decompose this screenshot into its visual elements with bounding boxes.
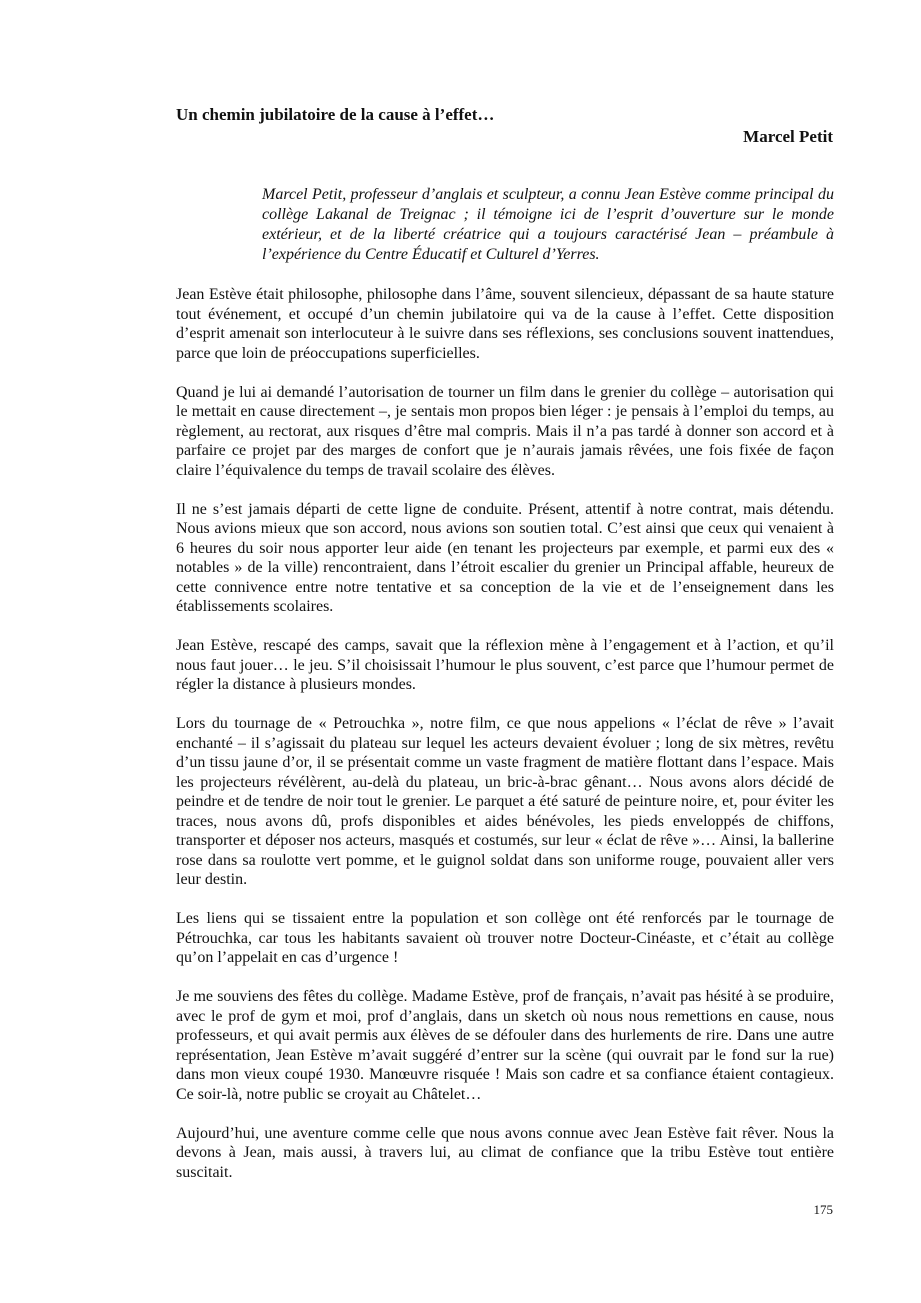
body-paragraph: Il ne s’est jamais départi de cette ligne de conduite. Présent, attentif à notre contrat, mais détendu. Nous avions mieux que son accord, nous avions son soutien total. C’est ainsi que ceux qui venaient à 6 heures du soir nous apporter leur aide (en tenant les projecteurs par exemple, et parmi eux des « notables » de la ville) rencontraient, dans l’étroit escalier du grenier un Principal affable, heureux de cette connivence entre notre tentative et sa conception de la vie et de l’enseignement dans les établissements scolaires. [176,500,834,615]
body-paragraph: Je me souviens des fêtes du collège. Madame Estève, prof de français, n’avait pas hésité à se produire, avec le prof de gym et moi, prof d’anglais, dans un sketch où nous nous remettions en cause, nous professeurs, et qui avait permis aux élèves de se défouler dans des hurlements de rire. Dans une autre représentation, Jean Estève m’avait suggéré d’entrer sur la scène (qui ouvrait par le fond sur la rue) dans mon vieux coupé 1930. Manœuvre risquée ! Mais son cadre et sa confiance étaient contagieux. Ce soir-là, notre public se croyait au Châtelet… [176,988,834,1103]
page-number: 175 [813,1202,833,1217]
article-title: Un chemin jubilatoire de la cause à l’effet… [176,105,495,124]
body-paragraph: Jean Estève était philosophe, philosophe dans l’âme, souvent silencieux, dépassant de sa haute stature tout événement, et occupé d’un chemin jubilatoire qui va de la cause à l’effet. Cette disposition d’esprit amenait son interlocuteur à le suivre dans ses réflexions, ses conclusions souvent inattendues, parce que loin de préoccupations superficielles. [176,286,834,362]
body-paragraph: Jean Estève, rescapé des camps, savait que la réflexion mène à l’engagement et à l’action, et qu’il nous faut jouer… le jeu. S’il choisissait l’humour le plus souvent, c’est parce que l’humour permet de régler la distance à plusieurs mondes. [176,637,834,693]
body-paragraph: Quand je lui ai demandé l’autorisation de tourner un film dans le grenier du collège – autorisation qui le mettait en cause directement –, je sentais mon propos bien léger : je pensais à l’emploi du temps, au règlement, au rectorat, aux risques d’être mal compris. Mais il n’a pas tardé à donner son accord et à parfaire ce projet par des marges de confort que je n’aurais jamais rêvées, une fois fixée de façon claire l’équivalence du temps de travail scolaire des élèves. [176,383,834,479]
body-paragraph: Lors du tournage de « Petrouchka », notre film, ce que nous appelions « l’éclat de rêve » l’avait enchanté – il s’agissait du plateau sur lequel les acteurs devaient évoluer ; long de six mètres, revêtu d’un tissu jaune d’or, il se présentait comme un vaste fragment de matière flottant dans l’espace. Mais les projecteurs révélèrent, au-delà du plateau, un bric-à-brac gênant… Nous avons alors décidé de peindre et de tendre de noir tout le grenier. Le parquet a été saturé de peinture noire, et, pour éviter les traces, nous avons dû, profs disponibles et aides bénévoles, les pieds enveloppés de chiffons, transporter et déposer nos acteurs, masqués et costumés, sur leur « éclat de rêve »… Ainsi, la ballerine rose dans sa roulotte vert pomme, et le guignol soldat dans son uniforme rouge, pouvaient aller vers leur destin. [176,715,834,888]
article-author: Marcel Petit [743,127,833,146]
article-body [176,285,834,1202]
body-paragraph: Les liens qui se tissaient entre la population et son collège ont été renforcés par le tournage de Pétrouchka, car tous les habitants savaient où trouver notre Docteur-Cinéaste, et c’était au collège qu’on l’appelait en cas d’urgence ! [176,910,834,966]
body-paragraph: Aujourd’hui, une aventure comme celle que nous avons connue avec Jean Estève fait rêver. Nous la devons à Jean, mais aussi, à travers lui, au climat de confiance que la tribu Estève tout entière suscitait. [176,1124,834,1181]
article-abstract: Marcel Petit, professeur d’anglais et sculpteur, a connu Jean Estève comme principal du collège Lakanal de Treignac ; il témoigne ici de l’esprit d’ouverture sur le monde extérieur, et de la liberté créatrice qui a toujours caractérisé Jean – préambule à l’expérience du Centre Éducatif et Culturel d’Yerres. [262,186,834,263]
